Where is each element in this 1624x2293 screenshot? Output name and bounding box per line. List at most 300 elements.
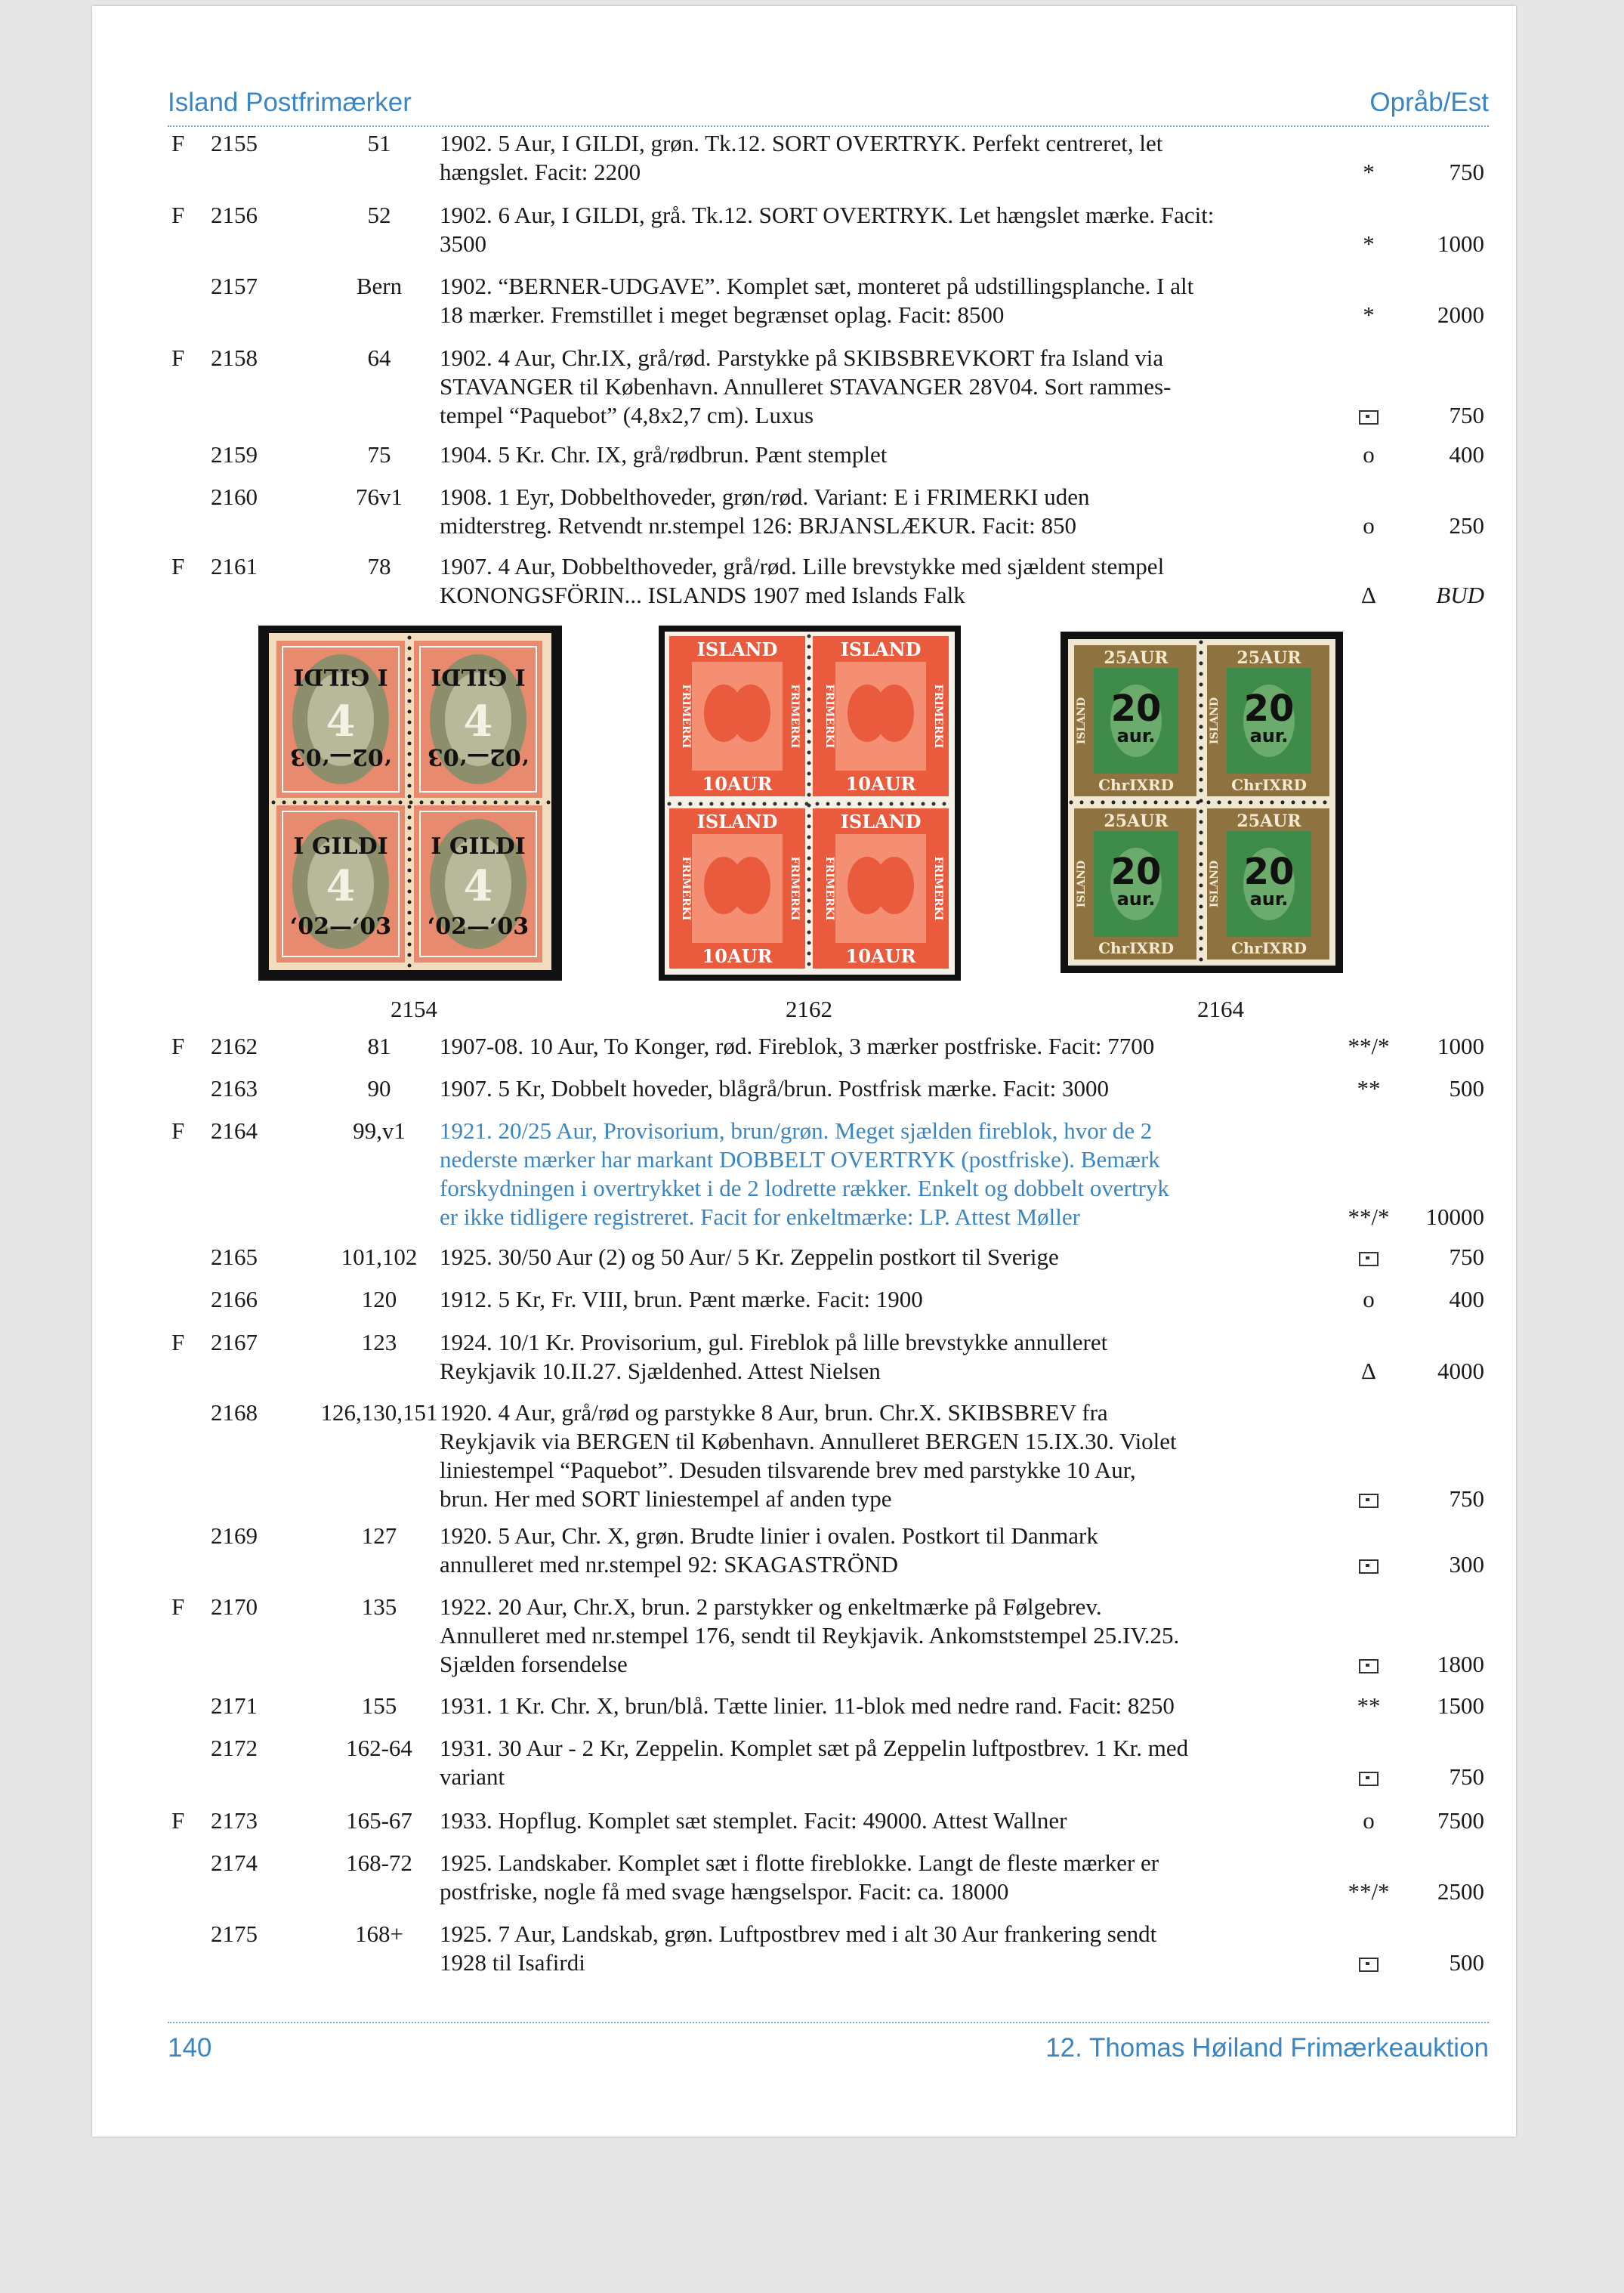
perforation: [408, 964, 412, 968]
perforation: [335, 801, 339, 805]
description-line: Annulleret med nr.stempel 176, sendt til Reykjavik. Ankomststempel 25.IV.25.: [440, 1622, 1180, 1649]
perforation: [408, 742, 412, 746]
perforation: [869, 802, 872, 806]
figure-caption-2162: 2162: [786, 996, 832, 1022]
description-line: 1902. 5 Aur, I GILDI, grøn. Tk.12. SORT OVERTRYK. Perfekt centreret, let: [440, 130, 1163, 156]
perforation: [1199, 905, 1203, 909]
perforation: [408, 932, 412, 936]
overprint-top-text: I GILDI: [293, 833, 388, 860]
perforation: [1122, 801, 1126, 805]
lot-number: 2173: [211, 1807, 258, 1834]
stamp-value: 4: [326, 861, 356, 911]
lot-description: [440, 1920, 1391, 1977]
perforation: [1313, 801, 1317, 805]
perforation: [1270, 801, 1274, 805]
stamp-top-text: 25AUR: [1237, 811, 1301, 831]
stamp-side-text: FRIMERKI: [680, 684, 692, 749]
perforation: [731, 802, 735, 806]
perforation: [807, 846, 811, 850]
catalog-number: 81: [367, 1033, 391, 1059]
postcard-icon: [1359, 1494, 1379, 1508]
perforation: [408, 890, 412, 894]
lot-number: 2166: [211, 1286, 258, 1312]
stamp-value-text: 10AUR: [845, 773, 916, 795]
lot-number: 2167: [211, 1329, 258, 1355]
perforation: [943, 802, 946, 806]
perforation: [1070, 801, 1073, 805]
perforation: [408, 647, 412, 651]
perforation: [473, 801, 477, 805]
perforation: [1186, 801, 1190, 805]
stamp-value-text: 10AUR: [702, 945, 773, 967]
perforation: [763, 802, 767, 806]
portrait-right: [875, 857, 914, 914]
perforation: [1133, 801, 1137, 805]
description-line: 1904. 5 Kr. Chr. IX, grå/rødbrun. Pænt stemplet: [440, 441, 888, 468]
perforation: [837, 802, 841, 806]
condition-symbol: o: [1363, 512, 1375, 539]
perforation: [293, 801, 297, 805]
lot-number: 2156: [211, 202, 258, 228]
perforation: [807, 963, 811, 966]
overprint-bottom-text: ‘02—‘03: [289, 913, 392, 940]
stamp: [1207, 645, 1329, 796]
perforation: [848, 802, 851, 806]
lot-number: 2160: [211, 484, 258, 510]
perforation: [807, 836, 811, 839]
lot-description: [440, 1522, 1391, 1579]
description-line: 1907. 4 Aur, Dobbelthoveder, grå/rød. Lille brevstykke med sjældent stempel: [440, 553, 1165, 579]
lot-price: 750: [1449, 1763, 1484, 1790]
perforation: [1165, 801, 1169, 805]
lot-row: [92, 1328, 1516, 1386]
stamp-bottom-text: ChrIXRD: [1098, 939, 1174, 957]
perforation: [807, 888, 811, 892]
lot-row: [92, 201, 1516, 258]
description-line: 1931. 30 Aur - 2 Kr, Zeppelin. Komplet sæt på Zeppelin luftpostbrev. 1 Kr. med: [440, 1735, 1189, 1761]
perforation: [408, 774, 412, 777]
perforation: [283, 801, 286, 805]
perforation: [807, 635, 811, 638]
lot-number: 2172: [211, 1735, 258, 1761]
perforation: [408, 879, 412, 883]
perforation: [807, 920, 811, 924]
condition-symbol: **: [1357, 1692, 1381, 1719]
perforation: [314, 801, 318, 805]
lot-price: 500: [1449, 1949, 1484, 1976]
perforation: [879, 802, 883, 806]
lot-price: 300: [1449, 1551, 1484, 1578]
lot-flag: F: [171, 1329, 185, 1355]
perforation: [807, 931, 811, 935]
stamp-side-text: FRIMERKI: [823, 856, 835, 921]
stamp: [813, 808, 949, 969]
perforation: [1199, 641, 1203, 644]
perforation: [1199, 863, 1203, 867]
perforation: [1199, 768, 1203, 771]
perforation: [1199, 746, 1203, 750]
description-line: 18 mærker. Fremstillet i meget begrænset oplag. Facit: 8500: [440, 301, 1005, 328]
lot-price: 7500: [1437, 1807, 1484, 1834]
lot-number: 2159: [211, 441, 258, 468]
catalog-number: 101,102: [341, 1244, 418, 1270]
lot-price: 750: [1449, 159, 1484, 185]
description-line: Reykjavik via BERGEN til København. Annulleret BERGEN 15.IX.30. Violet: [440, 1428, 1177, 1454]
catalog-number: 123: [361, 1329, 397, 1355]
perforation: [1199, 715, 1203, 718]
perforation: [1199, 789, 1203, 793]
stamp-top-text: ISLAND: [840, 811, 922, 833]
condition-symbol: [1312, 1485, 1425, 1513]
stamp: [1074, 808, 1196, 960]
lot-row: [92, 1117, 1516, 1231]
description-line: 1902. 6 Aur, I GILDI, grå. Tk.12. SORT OVERTRYK. Let hængslet mærke. Facit:: [440, 202, 1215, 228]
perforation: [826, 802, 830, 806]
catalog-number: 76v1: [356, 484, 403, 510]
lot-price: 10000: [1425, 1204, 1484, 1230]
catalog-number: 155: [361, 1692, 397, 1719]
catalog-number: 90: [367, 1075, 391, 1102]
perforation: [1281, 801, 1285, 805]
perforation: [807, 793, 811, 797]
description-line: 1933. Hopflug. Komplet sæt stemplet. Facit: 49000. Attest Wallner: [440, 1807, 1067, 1834]
perforation: [807, 677, 811, 681]
catalog-number: 168+: [355, 1921, 403, 1947]
perforation: [1239, 801, 1243, 805]
perforation: [807, 857, 811, 861]
condition-symbol: **/*: [1348, 1878, 1390, 1905]
perforation: [807, 941, 811, 945]
perforation: [408, 816, 412, 820]
stamp: [669, 636, 805, 796]
catalog-number: 52: [367, 202, 391, 228]
perforation: [420, 801, 424, 805]
lot-price: 2500: [1437, 1878, 1484, 1905]
perforation: [408, 795, 412, 799]
lot-description: [440, 1593, 1391, 1679]
lot-description: [440, 344, 1391, 430]
lot-row: [92, 1806, 1516, 1835]
catalog-number: 78: [367, 553, 391, 579]
perforation: [710, 802, 714, 806]
perforation: [932, 802, 936, 806]
perforation: [807, 825, 811, 829]
catalog-number: 99,v1: [353, 1117, 406, 1144]
perforation: [408, 689, 412, 693]
perforation: [1207, 801, 1211, 805]
description-line: tempel “Paquebot” (4,8x2,7 cm). Luxus: [440, 402, 814, 428]
perforation: [1080, 801, 1084, 805]
description-line: Sjælden forsendelse: [440, 1651, 628, 1677]
perforation: [408, 752, 412, 756]
stamp: [414, 641, 542, 798]
lot-row: [92, 1849, 1516, 1906]
overprint-bottom-text: I GILDI: [431, 663, 526, 690]
perforation: [431, 801, 434, 805]
condition-symbol: [1312, 1650, 1425, 1679]
lot-number: 2164: [211, 1117, 258, 1144]
description-line: 1920. 5 Aur, Chr. X, grøn. Brudte linier i ovalen. Postkort til Danmark: [440, 1522, 1098, 1549]
condition-symbol: [1312, 1243, 1425, 1272]
condition-symbol: **/*: [1348, 1033, 1390, 1059]
lot-description: [440, 1734, 1391, 1791]
perforation: [1249, 801, 1253, 805]
stamp-value: 4: [463, 697, 493, 746]
stamp-side-text: ISLAND: [1209, 697, 1221, 745]
catalog-number: 126,130,151: [320, 1399, 438, 1426]
stamp-top-text: 25AUR: [1104, 648, 1169, 668]
price-column-title: Opråb/Est: [1369, 88, 1489, 117]
lot-description: [440, 1849, 1391, 1906]
perforation: [1112, 801, 1116, 805]
overprint-bottom-text: ‘02—‘03: [427, 913, 529, 940]
perforation: [1196, 801, 1200, 805]
postcard-icon: [1359, 410, 1379, 425]
lot-number: 2171: [211, 1692, 258, 1719]
lot-description: [440, 1692, 1391, 1720]
perforation: [807, 730, 811, 734]
stamp-bottom-text: ChrIXRD: [1231, 776, 1307, 794]
description-line: 1931. 1 Kr. Chr. X, brun/blå. Tætte linier. 11-blok med nedre rand. Facit: 8250: [440, 1692, 1175, 1719]
condition-symbol: Δ: [1361, 1358, 1376, 1384]
perforation: [1199, 820, 1203, 824]
overprint-unit: aur.: [1116, 725, 1156, 746]
stamp-bottom-text: ChrIXRD: [1231, 939, 1307, 957]
catalog-number: 162-64: [346, 1735, 412, 1761]
overprint-unit: aur.: [1249, 725, 1289, 746]
lot-description: [440, 1032, 1391, 1061]
lot-description: [440, 552, 1391, 610]
lot-row: [92, 1032, 1516, 1061]
perforation: [408, 805, 412, 809]
description-line: 1921. 20/25 Aur, Provisorium, brun/grøn. Meget sjælden fireblok, hvor de 2: [440, 1117, 1153, 1144]
lot-row: [92, 344, 1516, 430]
lot-price: 750: [1449, 1485, 1484, 1512]
lot-price: 750: [1449, 1244, 1484, 1270]
portrait-right: [731, 685, 770, 742]
description-line: 1908. 1 Eyr, Dobbelthoveder, grøn/rød. Variant: E i FRIMERKI uden: [440, 484, 1090, 510]
lot-number: 2161: [211, 553, 258, 579]
overprint-bottom-text: I GILDI: [293, 663, 388, 690]
perforation: [399, 801, 403, 805]
description-line: KONONGSFÖRIN... ISLANDS 1907 med Islands Falk: [440, 582, 965, 608]
perforation: [408, 943, 412, 947]
description-line: 1925. 30/50 Aur (2) og 50 Aur/ 5 Kr. Zeppelin postkort til Sverige: [440, 1244, 1059, 1270]
perforation: [807, 783, 811, 786]
footer-rule: [168, 2022, 1489, 2023]
perforation: [900, 802, 904, 806]
lot-number: 2175: [211, 1921, 258, 1947]
perforation: [807, 698, 811, 702]
lot-flag: F: [171, 1033, 185, 1059]
lot-row: [92, 1398, 1516, 1513]
catalog-number: 75: [367, 441, 391, 468]
lot-row: [92, 1593, 1516, 1679]
lot-description: [440, 1328, 1391, 1386]
perforation: [1199, 683, 1203, 687]
lot-row: [92, 272, 1516, 329]
lot-description: [440, 1285, 1391, 1314]
perforation: [858, 802, 862, 806]
perforation: [408, 922, 412, 926]
perforation: [1199, 831, 1203, 835]
lot-description: [440, 1806, 1391, 1835]
lot-row: [92, 1285, 1516, 1314]
overprint-top-text: ‘02—‘03: [289, 743, 392, 770]
stamp-bottom-text: ChrIXRD: [1098, 776, 1174, 794]
lot-price: BUD: [1436, 582, 1484, 608]
lot-number: 2174: [211, 1850, 258, 1876]
catalog-number: 165-67: [346, 1807, 412, 1834]
perforation: [805, 802, 809, 806]
condition-symbol: o: [1363, 1286, 1375, 1312]
perforation: [1260, 801, 1264, 805]
perforation: [408, 678, 412, 682]
perforation: [1199, 937, 1203, 941]
perforation: [1228, 801, 1232, 805]
stamp-top-text: ISLAND: [840, 638, 922, 660]
condition-symbol: o: [1363, 1807, 1375, 1834]
perforation: [1175, 801, 1179, 805]
perforation: [699, 802, 703, 806]
perforation: [408, 953, 412, 957]
perforation: [462, 801, 466, 805]
catalog-number: 168-72: [346, 1850, 412, 1876]
lot-price: 750: [1449, 402, 1484, 428]
stamp-side-text: FRIMERKI: [680, 856, 692, 921]
perforation: [408, 657, 412, 661]
overprint-value: 20: [1110, 688, 1162, 730]
perforation: [807, 867, 811, 871]
overprint-value: 20: [1243, 688, 1295, 730]
lot-flag: F: [171, 345, 185, 371]
stamp-photo-2162: [659, 626, 961, 981]
description-line: postfriske, nogle få med svage hængselspor. Facit: ca. 18000: [440, 1878, 1009, 1905]
perforation: [1199, 895, 1203, 898]
catalog-number: 51: [367, 130, 391, 156]
overprint-value: 20: [1110, 851, 1162, 893]
postcard-icon: [1359, 1659, 1379, 1673]
lot-price: 400: [1449, 441, 1484, 468]
perforation: [547, 801, 551, 805]
perforation: [408, 731, 412, 735]
description-line: brun. Her med SORT liniestempel af anden type: [440, 1485, 892, 1512]
lot-description: [440, 129, 1391, 187]
perforation: [408, 710, 412, 714]
perforation: [1199, 884, 1203, 888]
stamp-top-text: 25AUR: [1237, 648, 1301, 668]
overprint-value: 20: [1243, 851, 1295, 893]
perforation: [378, 801, 381, 805]
perforation: [1144, 801, 1147, 805]
stamp-side-text: ISLAND: [1209, 860, 1221, 908]
perforation: [1292, 801, 1295, 805]
perforation: [807, 952, 811, 956]
lot-flag: F: [171, 1807, 185, 1834]
description-line: 1902. “BERNER-UDGAVE”. Komplet sæt, monteret på udstillingsplanche. I alt: [440, 273, 1194, 299]
perforation: [807, 910, 811, 913]
lot-flag: F: [171, 553, 185, 579]
perforation: [408, 901, 412, 904]
lot-price: 500: [1449, 1075, 1484, 1102]
lot-flag: F: [171, 130, 185, 156]
description-line: 1925. 7 Aur, Landskab, grøn. Luftpostbrev med i alt 30 Aur frankering sendt: [440, 1921, 1157, 1947]
perforation: [388, 801, 392, 805]
postcard-icon: [1359, 1559, 1379, 1574]
stamp-top-text: ISLAND: [696, 811, 778, 833]
perforation: [408, 700, 412, 703]
condition-symbol: **/*: [1348, 1204, 1390, 1230]
description-line: STAVANGER til København. Annulleret STAVANGER 28V04. Sort rammes-: [440, 373, 1172, 400]
stamp-side-text: ISLAND: [1076, 697, 1088, 745]
perforation: [1199, 852, 1203, 856]
lot-number: 2170: [211, 1593, 258, 1620]
lot-price: 4000: [1437, 1358, 1484, 1384]
condition-symbol: o: [1363, 441, 1375, 468]
lot-number: 2163: [211, 1075, 258, 1102]
stamp-photo-2154: [258, 626, 562, 981]
perforation: [408, 869, 412, 873]
catalog-page: [92, 6, 1516, 2137]
perforation: [807, 666, 811, 670]
description-line: 1907. 5 Kr, Dobbelt hoveder, blågrå/brun. Postfrisk mærke. Facit: 3000: [440, 1075, 1110, 1102]
perforation: [784, 802, 788, 806]
perforation: [452, 801, 455, 805]
perforation: [807, 899, 811, 903]
lot-number: 2165: [211, 1244, 258, 1270]
stamp: [414, 805, 542, 963]
perforation: [721, 802, 724, 806]
catalog-number: Bern: [356, 273, 403, 299]
stamp: [813, 636, 949, 796]
overprint-unit: aur.: [1116, 888, 1156, 910]
perforation: [408, 827, 412, 830]
stamp-value: 4: [326, 697, 356, 746]
perforation: [325, 801, 329, 805]
lot-price: 1000: [1437, 1033, 1484, 1059]
perforation: [357, 801, 360, 805]
overprint-top-text: I GILDI: [431, 833, 526, 860]
postcard-icon: [1359, 1772, 1379, 1786]
stamp: [1207, 808, 1329, 960]
perforation: [742, 802, 746, 806]
lot-price: 1000: [1437, 230, 1484, 257]
description-line: 1902. 4 Aur, Chr.IX, grå/rød. Parstykke på SKIBSBREVKORT fra Island via: [440, 345, 1164, 371]
description-line: 1912. 5 Kr, Fr. VIII, brun. Pænt mærke. Facit: 1900: [440, 1286, 923, 1312]
lot-description: [440, 1243, 1391, 1272]
perforation: [795, 802, 798, 806]
perforation: [1199, 842, 1203, 845]
description-line: forskydningen i overtrykket i de 2 lodrette rækker. Enkelt og dobbelt overtryk: [440, 1175, 1169, 1201]
perforation: [1199, 725, 1203, 729]
perforation: [1199, 757, 1203, 761]
perforation: [807, 645, 811, 649]
lot-description: [440, 483, 1391, 540]
lot-row: [92, 1522, 1516, 1579]
description-line: 1924. 10/1 Kr. Provisorium, gul. Fireblok på lille brevstykke annulleret: [440, 1329, 1108, 1355]
perforation: [1154, 801, 1158, 805]
stamp-side-text: FRIMERKI: [789, 684, 801, 749]
lot-description: [440, 1074, 1391, 1103]
perforation: [1302, 801, 1306, 805]
perforation: [807, 688, 811, 691]
overprint-top-text: ‘02—‘03: [427, 743, 529, 770]
stamp: [276, 641, 405, 798]
lot-description: [440, 272, 1391, 329]
postcard-icon: [1359, 1958, 1379, 1972]
stamp-value: 4: [463, 861, 493, 911]
lot-row: [92, 1920, 1516, 1977]
